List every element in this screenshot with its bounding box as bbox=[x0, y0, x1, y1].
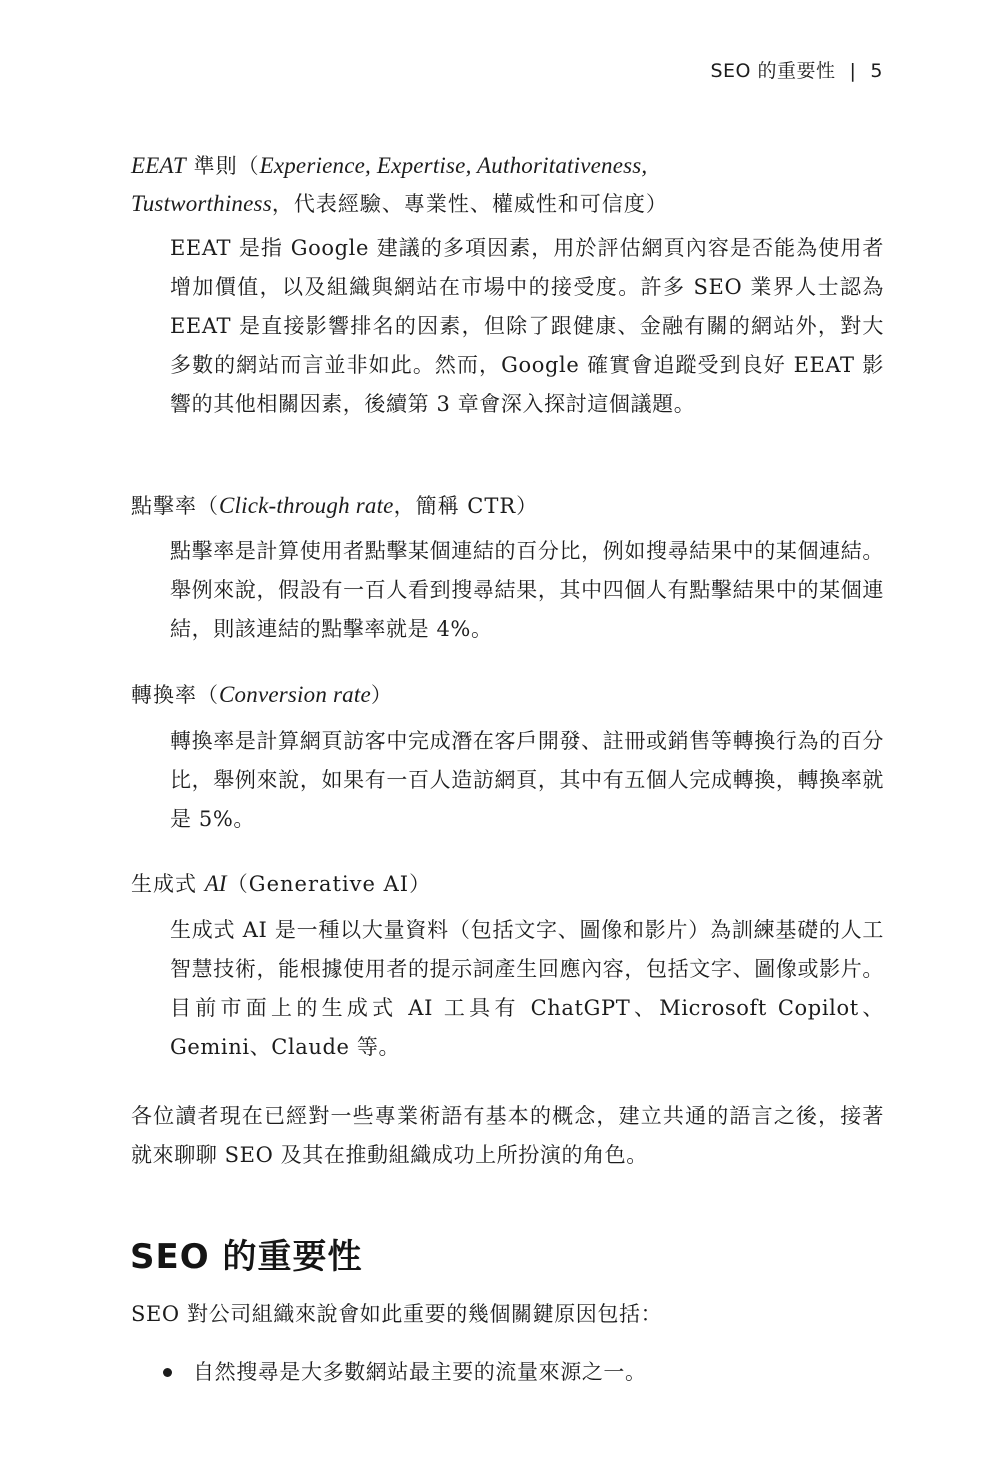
term-line bbox=[131, 185, 891, 223]
running-head-separator: | bbox=[849, 60, 857, 82]
term-text: 準則（ bbox=[185, 154, 260, 178]
glossary-term-conversion-rate bbox=[131, 676, 891, 714]
list-item bbox=[131, 1353, 884, 1392]
section-heading: SEO 的重要性 bbox=[130, 1237, 363, 1277]
term-english: AI bbox=[204, 871, 227, 896]
term-line bbox=[131, 147, 891, 185]
glossary-term-ctr bbox=[131, 487, 891, 525]
term-abbr: EEAT bbox=[131, 153, 186, 178]
glossary-term-generative-ai bbox=[131, 865, 891, 903]
term-english: Tustworthiness bbox=[131, 191, 272, 216]
term-text: 轉換率（ bbox=[131, 683, 219, 707]
term-text: 點擊率（ bbox=[131, 494, 219, 518]
closing-paragraph: 各位讀者現在已經對一些專業術語有基本的概念，建立共通的語言之後，接著就來聊聊 SEO 及其在推動組織成功上所扮演的角色。 bbox=[131, 1104, 884, 1167]
glossary-term-eeat bbox=[131, 147, 891, 223]
list-item-text: 自然搜尋是大多數網站最主要的流量來源之一。 bbox=[193, 1360, 647, 1384]
term-english: Conversion rate bbox=[219, 682, 371, 707]
page-number: 5 bbox=[870, 60, 883, 82]
term-text: ，代表經驗、專業性、權威性和可信度） bbox=[271, 192, 668, 216]
glossary-definition-generative-ai: 生成式 AI 是一種以大量資料（包括文字、圖像和影片）為訓練基礎的人工智慧技術，能根據使用者的提示詞產生回應內容，包括文字、圖像或影片。目前市面上的生成式 AI 工具有 ChatGPT、Microsoft Copilot、Gemini、Claude 等。 bbox=[170, 918, 884, 1059]
term-text-tail: ，簡稱 CTR） bbox=[393, 494, 539, 518]
term-text-tail: ） bbox=[370, 683, 393, 707]
bullet-list bbox=[131, 1353, 884, 1392]
running-head-title: SEO 的重要性 bbox=[710, 60, 836, 82]
term-english: Experience, Expertise, Authoritativeness, bbox=[259, 153, 648, 178]
section-intro: SEO 對公司組織來說會如此重要的幾個關鍵原因包括： bbox=[131, 1302, 663, 1326]
glossary-definition-ctr: 點擊率是計算使用者點擊某個連結的百分比，例如搜尋結果中的某個連結。舉例來說，假設有一百人看到搜尋結果，其中四個人有點擊結果中的某個連結，則該連結的點擊率就是 4%。 bbox=[170, 539, 884, 641]
term-text-tail: （Generative AI） bbox=[226, 872, 432, 896]
bullet-icon bbox=[163, 1368, 172, 1377]
term-text: 生成式 bbox=[131, 872, 205, 896]
glossary-definition-conversion-rate: 轉換率是計算網頁訪客中完成潛在客戶開發、註冊或銷售等轉換行為的百分比，舉例來說，如果有一百人造訪網頁，其中有五個人完成轉換，轉換率就是 5%。 bbox=[170, 729, 884, 831]
glossary-definition-eeat: EEAT 是指 Google 建議的多項因素，用於評估網頁內容是否能為使用者增加價值，以及組織與網站在市場中的接受度。許多 SEO 業界人士認為 EEAT 是直接影響排名的因素，但除了跟健康、金融有關的網站外，對大多數的網站而言並非如此。然而，Google 確實會追蹤受到良好 EEAT 影響的其他相關因素，後續第 3 章會深入探討這個議題。 bbox=[170, 236, 884, 416]
term-english: Click-through rate bbox=[219, 493, 394, 518]
running-head bbox=[710, 56, 883, 83]
